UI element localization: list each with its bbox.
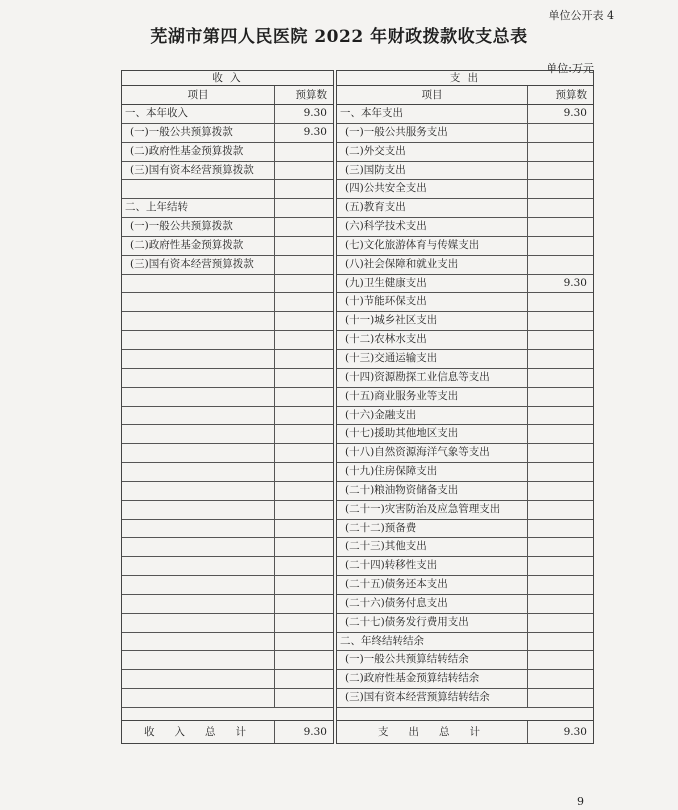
row-amount (275, 614, 333, 632)
row-amount (275, 388, 333, 406)
row-item: (七)文化旅游体育与传媒支出 (337, 237, 528, 255)
table-row (122, 143, 333, 162)
row-amount (275, 275, 333, 293)
table-row (122, 218, 333, 237)
row-item: (二)政府性基金预算拨款 (122, 143, 275, 161)
row-item (122, 482, 275, 500)
table-row (337, 350, 593, 369)
row-amount (528, 633, 593, 651)
table-row (122, 350, 333, 369)
table-row (122, 369, 333, 388)
row-item: (四)公共安全支出 (337, 180, 528, 198)
table-row (122, 670, 333, 689)
row-item: (十二)农林水支出 (337, 331, 528, 349)
table-row (122, 180, 333, 199)
row-item (122, 501, 275, 519)
table-row (337, 633, 593, 652)
row-item: (十七)援助其他地区支出 (337, 425, 528, 443)
income-section (121, 70, 334, 744)
row-amount (528, 670, 593, 688)
table-row (337, 180, 593, 199)
table-row (337, 105, 593, 124)
row-amount (528, 350, 593, 368)
row-item (122, 293, 275, 311)
row-item: (二)政府性基金预算拨款 (122, 237, 275, 255)
row-item: (十三)交通运输支出 (337, 350, 528, 368)
row-item: (十五)商业服务业等支出 (337, 388, 528, 406)
row-amount (275, 293, 333, 311)
table-row (337, 407, 593, 426)
row-amount (275, 425, 333, 443)
row-amount (275, 162, 333, 180)
row-amount (528, 501, 593, 519)
table-row (337, 388, 593, 407)
page-ref-label: 单位公开表 4 (548, 9, 614, 22)
row-amount (528, 407, 593, 425)
row-item (122, 180, 275, 198)
row-item: (十九)住房保障支出 (337, 463, 528, 481)
row-amount (528, 651, 593, 669)
table-row (337, 143, 593, 162)
row-item: (二十五)债务还本支出 (337, 576, 528, 594)
row-item (122, 576, 275, 594)
table-row (337, 576, 593, 595)
row-amount (275, 557, 333, 575)
row-amount (275, 331, 333, 349)
table-row (337, 670, 593, 689)
table-row (122, 689, 333, 708)
row-amount (275, 237, 333, 255)
table-row (337, 482, 593, 501)
finance-table (121, 70, 594, 744)
row-item: (三)国有资本经营预算拨款 (122, 256, 275, 274)
row-item (122, 689, 275, 707)
table-row (122, 388, 333, 407)
expense-total-label: 支出总计 (337, 721, 528, 743)
row-item (122, 388, 275, 406)
row-item: (三)国有资本经营预算拨款 (122, 162, 275, 180)
row-amount (275, 689, 333, 707)
row-amount (528, 444, 593, 462)
row-amount (528, 124, 593, 142)
page-number: 9 (577, 795, 584, 808)
row-item: (二十六)债务付息支出 (337, 595, 528, 613)
table-row (122, 237, 333, 256)
row-item (122, 651, 275, 669)
row-item: 二、年终结转结余 (337, 633, 528, 651)
row-amount (275, 520, 333, 538)
row-item: (一)一般公共预算拨款 (122, 218, 275, 236)
row-item (122, 444, 275, 462)
row-amount (275, 538, 333, 556)
row-amount (528, 425, 593, 443)
row-item: 二、上年结转 (122, 199, 275, 217)
table-row (337, 162, 593, 181)
income-total-amount: 9.30 (303, 726, 327, 738)
table-row (122, 162, 333, 181)
row-item (122, 407, 275, 425)
row-amount (528, 312, 593, 330)
row-item: (十八)自然资源海洋气象等支出 (337, 444, 528, 462)
table-row (337, 218, 593, 237)
unit-label: 单位:万元 (546, 62, 594, 75)
table-row (337, 199, 593, 218)
table-row (122, 633, 333, 652)
row-amount (275, 670, 333, 688)
row-amount (528, 520, 593, 538)
row-item (122, 670, 275, 688)
table-row (122, 312, 333, 331)
row-item: (十四)资源勘探工业信息等支出 (337, 369, 528, 387)
table-row (337, 444, 593, 463)
table-row (337, 651, 593, 670)
table-row (337, 463, 593, 482)
row-item: (二十)粮油物资储备支出 (337, 482, 528, 500)
row-item: (一)一般公共服务支出 (337, 124, 528, 142)
table-row (337, 369, 593, 388)
row-item: (十)节能环保支出 (337, 293, 528, 311)
row-amount (528, 463, 593, 481)
table-row (122, 331, 333, 350)
row-item (122, 520, 275, 538)
row-amount (528, 557, 593, 575)
table-row (337, 237, 593, 256)
expense-col-item: 项目 (337, 86, 528, 104)
row-item: (二十七)债务发行费用支出 (337, 614, 528, 632)
table-row (122, 557, 333, 576)
table-row (337, 256, 593, 275)
row-item: (三)国防支出 (337, 162, 528, 180)
row-amount (528, 218, 593, 236)
table-row (122, 105, 333, 124)
row-amount (528, 143, 593, 161)
expense-col-amount: 预算数 (555, 89, 587, 101)
row-amount (528, 180, 593, 198)
row-item: 一、本年支出 (337, 105, 528, 123)
table-row (122, 293, 333, 312)
row-item: (十六)金融支出 (337, 407, 528, 425)
row-item (122, 275, 275, 293)
row-amount (275, 350, 333, 368)
row-amount (275, 595, 333, 613)
row-item (122, 633, 275, 651)
table-row (122, 651, 333, 670)
row-item (122, 557, 275, 575)
row-item (122, 312, 275, 330)
row-item: (二十四)转移性支出 (337, 557, 528, 575)
table-row (337, 538, 593, 557)
income-header: 收 入 (122, 71, 333, 86)
row-amount (275, 369, 333, 387)
row-amount (275, 407, 333, 425)
table-row (122, 576, 333, 595)
table-row (337, 595, 593, 614)
row-amount (528, 388, 593, 406)
row-amount (275, 444, 333, 462)
table-row (337, 614, 593, 633)
table-row (122, 124, 333, 143)
row-amount (275, 576, 333, 594)
row-item: (二十一)灾害防治及应急管理支出 (337, 501, 528, 519)
row-item: (九)卫生健康支出 (337, 275, 528, 293)
row-item: 一、本年收入 (122, 105, 275, 123)
table-row (337, 312, 593, 331)
row-amount (528, 331, 593, 349)
income-column-header (122, 86, 333, 105)
row-item: (十一)城乡社区支出 (337, 312, 528, 330)
table-row (122, 444, 333, 463)
row-item: (一)一般公共预算结转结余 (337, 651, 528, 669)
row-amount: 9.30 (303, 107, 327, 119)
row-amount (275, 180, 333, 198)
row-item (122, 595, 275, 613)
row-amount (275, 143, 333, 161)
income-rows (122, 105, 333, 720)
row-amount (275, 651, 333, 669)
table-row (122, 256, 333, 275)
row-amount (275, 312, 333, 330)
page-title: 芜湖市第四人民医院 2022 年财政拨款收支总表 (150, 27, 528, 47)
row-item: (五)教育支出 (337, 199, 528, 217)
row-item: (一)一般公共预算拨款 (122, 124, 275, 142)
table-row (337, 331, 593, 350)
table-row (337, 557, 593, 576)
table-row (337, 501, 593, 520)
row-item: (二十三)其他支出 (337, 538, 528, 556)
row-item (122, 369, 275, 387)
table-row (337, 124, 593, 143)
table-row (337, 689, 593, 708)
income-total-row (122, 720, 333, 743)
expense-section (336, 70, 594, 744)
table-row (122, 501, 333, 520)
row-amount: 9.30 (563, 107, 587, 119)
table-row (337, 275, 593, 294)
row-amount (528, 595, 593, 613)
row-item: (三)国有资本经营预算结转结余 (337, 689, 528, 707)
row-item (122, 538, 275, 556)
table-row (122, 407, 333, 426)
expense-total-amount: 9.30 (563, 726, 587, 738)
table-row (122, 482, 333, 501)
row-amount (528, 538, 593, 556)
row-amount (528, 293, 593, 311)
row-amount (528, 614, 593, 632)
table-row (122, 275, 333, 294)
row-amount (528, 689, 593, 707)
row-amount (528, 237, 593, 255)
row-item: (二)外交支出 (337, 143, 528, 161)
row-amount (528, 576, 593, 594)
table-row (122, 463, 333, 482)
row-amount (275, 501, 333, 519)
row-amount (528, 162, 593, 180)
expense-column-header (337, 86, 593, 105)
table-row (122, 595, 333, 614)
table-row (337, 425, 593, 444)
row-amount (275, 218, 333, 236)
table-row (337, 520, 593, 539)
row-item: (二)政府性基金预算结转结余 (337, 670, 528, 688)
table-row (337, 293, 593, 312)
row-amount (275, 482, 333, 500)
table-row (122, 520, 333, 539)
row-item: (二十二)预备费 (337, 520, 528, 538)
row-amount (275, 199, 333, 217)
row-item (122, 463, 275, 481)
row-amount: 9.30 (303, 125, 327, 138)
row-item (122, 614, 275, 632)
row-amount (275, 463, 333, 481)
expense-header: 支 出 (337, 71, 593, 86)
row-item (122, 350, 275, 368)
row-item: (六)科学技术支出 (337, 218, 528, 236)
table-row (122, 199, 333, 218)
table-row (122, 425, 333, 444)
table-row (122, 614, 333, 633)
expense-total-row (337, 720, 593, 743)
row-amount (528, 369, 593, 387)
row-amount (528, 256, 593, 274)
row-amount (275, 633, 333, 651)
row-amount (528, 199, 593, 217)
income-col-item: 项目 (122, 86, 275, 104)
row-amount (528, 482, 593, 500)
row-item: (八)社会保障和就业支出 (337, 256, 528, 274)
income-col-amount: 预算数 (295, 89, 327, 101)
income-total-label: 收入总计 (122, 721, 275, 743)
row-item (122, 331, 275, 349)
table-row (122, 538, 333, 557)
row-item (122, 425, 275, 443)
expense-rows (337, 105, 593, 720)
row-amount (275, 256, 333, 274)
row-amount: 9.30 (563, 276, 587, 289)
